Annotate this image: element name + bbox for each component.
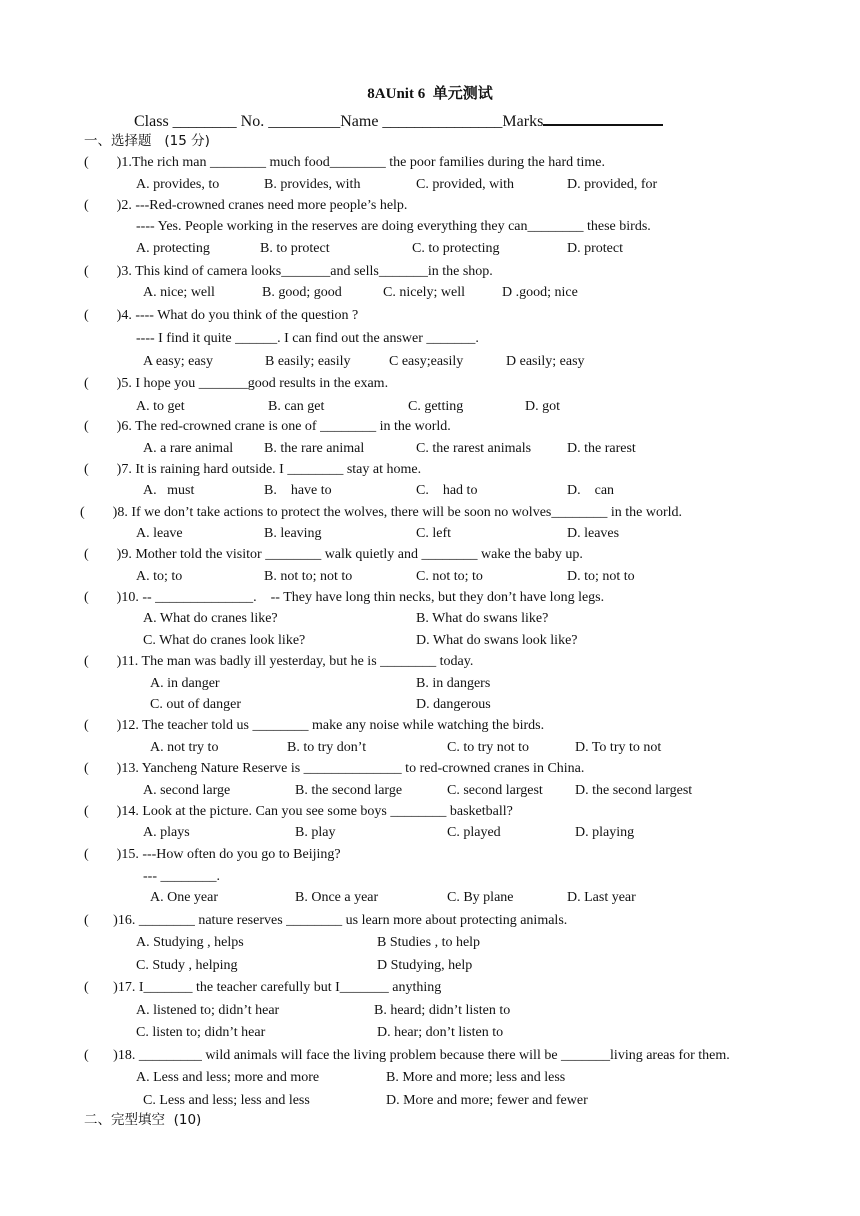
question-7-option-d: D. can	[567, 483, 615, 498]
question-11-option-c: C. out of danger	[150, 697, 241, 712]
question-7-option-c: C. had to	[416, 483, 478, 498]
question-16-option-b: B Studies , to help	[377, 935, 481, 950]
question-11-option-a: A. in danger	[150, 676, 220, 691]
question-15-response-line: --- ________.	[143, 869, 220, 884]
question-17-option-d: D. hear; don’t listen to	[377, 1025, 504, 1040]
question-6-stem: ( )6. The red-crowned crane is one of ________ in the world.	[84, 419, 451, 434]
question-4-option-c: C easy;easily	[389, 354, 464, 369]
question-8-stem: ( )8. If we don’t take actions to protect the wolves, there will be soon no wolves________ in the world.	[80, 505, 683, 520]
question-18-option-a: A. Less and less; more and more	[136, 1070, 320, 1085]
section-2-points: (10)	[173, 1112, 202, 1128]
question-9-option-c: C. not to; to	[416, 569, 483, 584]
question-1-stem: ( )1.The rich man ________ much food________ the poor families during the hard time.	[84, 155, 606, 170]
question-11-option-b: B. in dangers	[416, 676, 491, 691]
question-17-option-c: C. listen to; didn’t hear	[136, 1025, 266, 1040]
question-5-option-c: C. getting	[408, 399, 464, 414]
question-13-option-a: A. second large	[143, 783, 231, 798]
section-2-title: 二、完型填空	[84, 1112, 165, 1128]
question-16-option-a: A. Studying , helps	[136, 935, 244, 950]
question-16-option-d: D Studying, help	[377, 958, 473, 973]
question-12-stem: ( )12. The teacher told us ________ make any noise while watching the birds.	[84, 718, 545, 733]
question-10-option-c: C. What do cranes look like?	[143, 633, 306, 648]
question-18-option-d: D. More and more; fewer and fewer	[386, 1093, 588, 1108]
question-1-option-c: C. provided, with	[416, 177, 514, 192]
question-7-option-b: B. have to	[264, 483, 332, 498]
question-3-option-a: A. nice; well	[143, 285, 215, 300]
section-1-heading	[84, 133, 210, 150]
question-17-option-b: B. heard; didn’t listen to	[374, 1003, 511, 1018]
marks-blank	[543, 110, 663, 126]
question-3-stem: ( )3. This kind of camera looks_______and sells_______in the shop.	[84, 264, 493, 279]
question-14-option-a: A. plays	[143, 825, 190, 840]
question-2-option-d: D. protect	[567, 241, 623, 256]
question-15-option-a: A. One year	[150, 890, 219, 905]
section-2-heading	[84, 1112, 201, 1129]
question-7-option-a: A. must	[143, 483, 195, 498]
question-15-option-d: D. Last year	[567, 890, 636, 905]
question-1-option-a: A. provides, to	[136, 177, 220, 192]
question-8-option-b: B. leaving	[264, 526, 322, 541]
page-title: 8AUnit 6 单元测试	[367, 86, 493, 102]
question-8-option-a: A. leave	[136, 526, 183, 541]
question-15-option-b: B. Once a year	[295, 890, 379, 905]
question-10-option-a: A. What do cranes like?	[143, 611, 278, 626]
question-17-stem: ( )17. I_______ the teacher carefully but I_______ anything	[84, 980, 442, 995]
question-1-option-d: D. provided, for	[567, 177, 658, 192]
question-15-stem: ( )15. ---How often do you go to Beijing?	[84, 847, 341, 862]
question-3-option-d: D .good; nice	[502, 285, 578, 300]
question-11-stem: ( )11. The man was badly ill yesterday, but he is ________ today.	[84, 654, 474, 669]
question-12-option-a: A. not try to	[150, 740, 219, 755]
question-4-option-d: D easily; easy	[506, 354, 585, 369]
question-6-option-d: D. the rarest	[567, 441, 636, 456]
question-12-option-b: B. to try don’t	[287, 740, 367, 755]
question-16-stem: ( )16. ________ nature reserves ________ us learn more about protecting animals.	[84, 913, 568, 928]
question-9-stem: ( )9. Mother told the visitor ________ walk quietly and ________ wake the baby up.	[84, 547, 583, 562]
question-18-option-b: B. More and more; less and less	[386, 1070, 566, 1085]
question-13-option-c: C. second largest	[447, 783, 543, 798]
question-2-option-b: B. to protect	[260, 241, 330, 256]
question-2-option-a: A. protecting	[136, 241, 210, 256]
question-9-option-b: B. not to; not to	[264, 569, 353, 584]
question-10-option-b: B. What do swans like?	[416, 611, 549, 626]
question-4-response-line: ---- I find it quite ______. I can find out the answer _______.	[136, 331, 479, 346]
question-16-option-c: C. Study , helping	[136, 958, 238, 973]
question-14-option-c: C. played	[447, 825, 501, 840]
question-12-option-c: C. to try not to	[447, 740, 530, 755]
section-1-title: 一、选择题	[84, 133, 152, 149]
question-13-option-b: B. the second large	[295, 783, 403, 798]
question-4-option-a: A easy; easy	[143, 354, 213, 369]
question-13-option-d: D. the second largest	[575, 783, 693, 798]
question-6-option-b: B. the rare animal	[264, 441, 365, 456]
question-5-option-a: A. to get	[136, 399, 185, 414]
question-2-option-c: C. to protecting	[412, 241, 500, 256]
question-2-stem: ( )2. ---Red-crowned cranes need more people’s help.	[84, 198, 408, 213]
question-14-option-d: D. playing	[575, 825, 635, 840]
question-3-option-b: B. good; good	[262, 285, 342, 300]
question-18-option-c: C. Less and less; less and less	[143, 1093, 310, 1108]
question-14-stem: ( )14. Look at the picture. Can you see some boys ________ basketball?	[84, 804, 513, 819]
student-info-line	[134, 110, 663, 130]
question-5-stem: ( )5. I hope you _______good results in the exam.	[84, 376, 389, 391]
question-4-stem: ( )4. ---- What do you think of the question ?	[84, 308, 359, 323]
question-4-option-b: B easily; easily	[265, 354, 351, 369]
question-9-option-a: A. to; to	[136, 569, 183, 584]
question-7-stem: ( )7. It is raining hard outside. I ________ stay at home.	[84, 462, 422, 477]
question-12-option-d: D. To try to not	[575, 740, 662, 755]
question-9-option-d: D. to; not to	[567, 569, 635, 584]
question-17-option-a: A. listened to; didn’t hear	[136, 1003, 280, 1018]
question-6-option-c: C. the rarest animals	[416, 441, 532, 456]
question-11-option-d: D. dangerous	[416, 697, 491, 712]
question-5-option-b: B. can get	[268, 399, 325, 414]
student-info-labels: Class ________ No. _________Name _______________Marks	[134, 113, 544, 130]
question-2-response-line: ---- Yes. People working in the reserves are doing everything they can________ these birds.	[136, 219, 651, 234]
question-8-option-d: D. leaves	[567, 526, 620, 541]
question-14-option-b: B. play	[295, 825, 336, 840]
question-15-option-c: C. By plane	[447, 890, 514, 905]
question-8-option-c: C. left	[416, 526, 451, 541]
question-1-option-b: B. provides, with	[264, 177, 361, 192]
question-10-option-d: D. What do swans look like?	[416, 633, 578, 648]
section-1-points: (15 分)	[164, 133, 210, 149]
question-3-option-c: C. nicely; well	[383, 285, 466, 300]
question-5-option-d: D. got	[525, 399, 560, 414]
question-6-option-a: A. a rare animal	[143, 441, 234, 456]
question-13-stem: ( )13. Yancheng Nature Reserve is ______________ to red-crowned cranes in China.	[84, 761, 585, 776]
question-10-stem: ( )10. -- ______________. -- They have long thin necks, but they don’t have long legs.	[84, 590, 605, 605]
question-18-stem: ( )18. _________ wild animals will face the living problem because there will be _______living areas for them.	[84, 1048, 730, 1063]
